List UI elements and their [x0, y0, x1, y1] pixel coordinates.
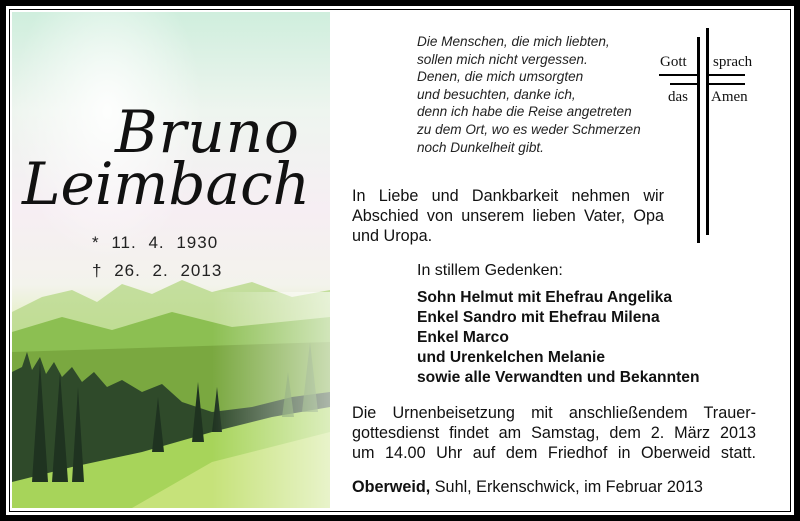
text-line: und Uropa.	[352, 227, 433, 245]
cross-word-das: das	[668, 89, 688, 105]
cross-word-sprach: sprach	[713, 54, 753, 70]
mourner: sowie alle Verwandten und Bekannten	[417, 369, 700, 386]
poem-line: noch Dunkelheit gibt.	[417, 139, 544, 155]
dagger-symbol: †	[92, 261, 103, 280]
poem-line: Denen, die mich umsorgten	[417, 69, 584, 85]
poem-line: zu dem Ort, wo es weder Schmerzen	[417, 121, 641, 137]
landscape-illustration	[12, 12, 330, 508]
mourner: Enkel Sandro mit Ehefrau Milena	[417, 309, 660, 326]
cross-word-gott: Gott	[660, 54, 687, 70]
place-rest: Suhl, Erkenschwick, im Februar 2013	[430, 478, 703, 496]
text-line: um 14.00 Uhr auf dem Friedhof in Oberweid statt.	[352, 444, 756, 462]
text-line: Abschied von unserem lieben Vater, Opa	[352, 207, 664, 225]
farewell-text	[352, 186, 664, 246]
text-line: gottesdienst findet am Samstag, dem 2. März 2013	[352, 424, 756, 442]
death-date-value: 26. 2. 2013	[114, 261, 223, 280]
birth-date	[92, 233, 218, 253]
mourner: Enkel Marco	[417, 329, 509, 346]
last-name: Leimbach	[22, 150, 310, 218]
first-name: Bruno	[115, 98, 300, 166]
poem-line: denn ich habe die Reise angetreten	[417, 104, 632, 120]
place-date-line	[352, 478, 703, 497]
cross-word-amen: Amen	[711, 89, 748, 105]
text-line: In Liebe und Dankbarkeit nehmen wir	[352, 187, 664, 205]
town: Oberweid,	[352, 478, 431, 496]
birth-date-value: 11. 4. 1930	[111, 233, 219, 252]
star-symbol: *	[92, 233, 100, 252]
poem-line: sollen mich nicht vergessen.	[417, 51, 588, 67]
funeral-text	[352, 403, 756, 463]
death-date	[92, 261, 222, 281]
poem-line: Die Menschen, die mich liebten,	[417, 34, 610, 49]
poem	[417, 33, 641, 156]
landscape-photo	[12, 12, 330, 508]
mourners-heading: In stillem Gedenken:	[417, 262, 563, 279]
mourner: und Urenkelchen Melanie	[417, 349, 606, 366]
mourners-list	[417, 288, 700, 388]
mourner: Sohn Helmut mit Ehefrau Angelika	[417, 289, 673, 306]
poem-line: und besuchten, danke ich,	[417, 86, 576, 102]
text-line: Die Urnenbeisetzung mit anschließendem Trauer-	[352, 404, 756, 422]
